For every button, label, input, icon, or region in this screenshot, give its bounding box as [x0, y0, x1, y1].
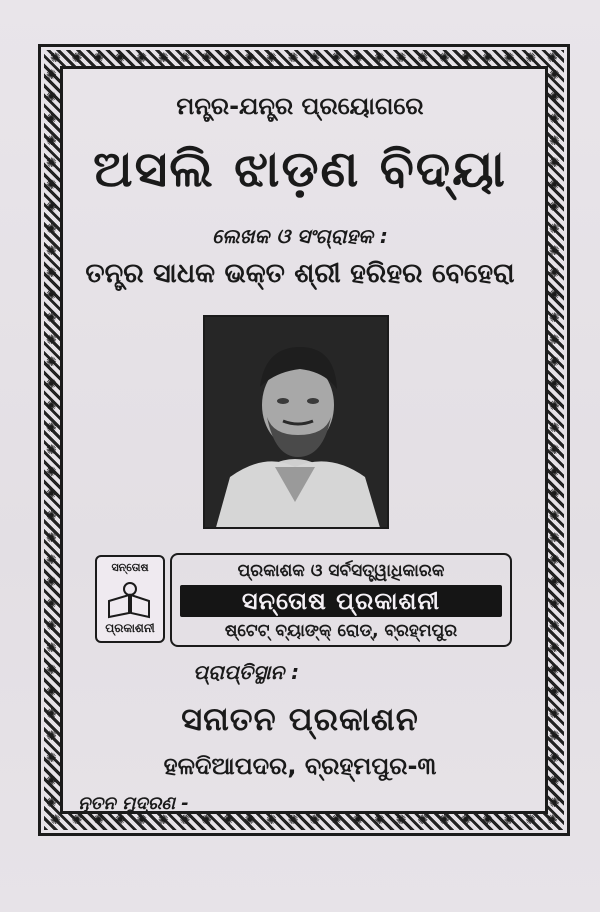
border-flowers-bottom: ✺ ✺ ✺ ✺ ✺ ✺ ✺ ✺ ✺ ✺ ✺ ✺ ✺ ✺ ✺ ✺ ✺ ✺ ✺ ✺ ✺ ✺ ✺ ✺: [50, 813, 558, 828]
book-subtitle: ମନ୍ତ୍ର-ଯନ୍ତ୍ର ପ୍ରୟୋଗରେ: [176, 92, 424, 120]
border-flowers-top: ✺ ✺ ✺ ✺ ✺ ✺ ✺ ✺ ✺ ✺ ✺ ✺ ✺ ✺ ✺ ✺ ✺ ✺ ✺ ✺ ✺ ✺ ✺ ✺: [50, 51, 558, 66]
logo-text-bottom: ପ୍ରକାଶନୀ: [105, 621, 155, 635]
author-portrait-illustration: [205, 317, 389, 529]
logo-text-top: ସନ୍ତୋଷ: [111, 561, 149, 574]
publisher-box: [170, 553, 512, 647]
availability-address: ହଳଦିଆପଦର, ବ୍ରହ୍ମପୁର-୩: [163, 752, 437, 780]
edition-label: ନୂତନ ମୁଦ୍ରଣ -: [78, 793, 189, 814]
publisher-logo: [95, 555, 165, 643]
author-label: ଲେଖକ ଓ ସଂଗ୍ରାହକ :: [212, 224, 388, 248]
publisher-name: ସନ୍ତୋଷ ପ୍ରକାଶନୀ: [180, 585, 502, 617]
book-title: ଅସଲି ଝାଡ଼ଣ ବିଦ୍ୟା: [93, 140, 507, 198]
author-photo: [203, 315, 389, 529]
author-name: ତନ୍ତ୍ର ସାଧକ ଭକ୍ତ ଶ୍ରୀ ହରିହର ବେହେରା: [85, 258, 515, 289]
border-flowers-left: ✺ ✺ ✺ ✺ ✺ ✺ ✺ ✺ ✺ ✺ ✺ ✺ ✺ ✺ ✺ ✺ ✺ ✺ ✺ ✺ ✺ ✺ ✺ ✺ ✺ ✺ ✺ ✺ ✺ ✺ ✺ ✺ ✺ ✺: [46, 68, 57, 811]
border-flowers-right: ✺ ✺ ✺ ✺ ✺ ✺ ✺ ✺ ✺ ✺ ✺ ✺ ✺ ✺ ✺ ✺ ✺ ✺ ✺ ✺ ✺ ✺ ✺ ✺ ✺ ✺ ✺ ✺ ✺ ✺ ✺ ✺ ✺ ✺: [549, 68, 560, 811]
publisher-address: ଷ୍ଟେଟ୍ ବ୍ୟାଙ୍କ୍ ରୋଡ୍, ବ୍ରହ୍ମପୁର: [224, 621, 458, 641]
publisher-label: ପ୍ରକାଶକ ଓ ସର୍ବସତ୍ତ୍ୱାଧିକାରକ: [237, 561, 445, 581]
availability-name: ସନାତନ ପ୍ରକାଶନ: [181, 700, 419, 738]
availability-label: ପ୍ରାପ୍ତିସ୍ଥାନ :: [193, 660, 300, 684]
